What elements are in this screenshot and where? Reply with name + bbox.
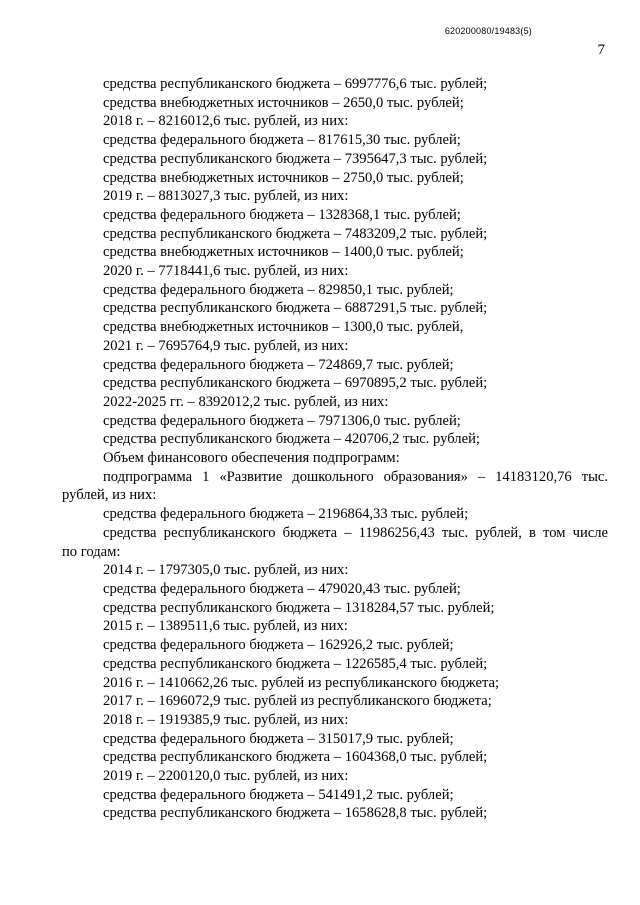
text-line: 2021 г. – 7695764,9 тыс. рублей, из них:: [103, 337, 349, 354]
text-line: 2017 г. – 1696072,9 тыс. рублей из республиканского бюджета;: [103, 693, 492, 710]
text-line: 2020 г. – 7718441,6 тыс. рублей, из них:: [103, 263, 349, 280]
text-line: средства республиканского бюджета – 6970895,2 тыс. рублей;: [103, 375, 488, 392]
text-line: средства внебюджетных источников – 2750,0 тыс. рублей;: [103, 169, 464, 186]
text-line: средства федерального бюджета – 541491,2 тыс. рублей;: [103, 786, 454, 803]
budget-breakdown-block: [62, 75, 608, 468]
text-line: 2014 г. – 1797305,0 тыс. рублей, из них:: [103, 562, 349, 579]
text-line: 2018 г. – 8216012,6 тыс. рублей, из них:: [103, 113, 349, 130]
text-line: средства федерального бюджета – 315017,9 тыс. рублей;: [103, 730, 454, 747]
text-line: средства республиканского бюджета – 6887291,5 тыс. рублей;: [103, 300, 488, 317]
text-line: средства федерального бюджета – 829850,1 тыс. рублей;: [103, 281, 454, 298]
text-line: средства федерального бюджета – 1328368,1 тыс. рублей;: [103, 206, 461, 223]
subprogram-1-line-continuation: рублей, из них:: [62, 487, 157, 504]
text-line: Объем финансового обеспечения подпрограмм:: [103, 450, 400, 467]
text-line: средства федерального бюджета – 162926,2 тыс. рублей;: [103, 637, 454, 654]
text-line: 2015 г. – 1389511,6 тыс. рублей, из них:: [103, 618, 348, 635]
subprogram-1-republican-continuation: по годам:: [62, 543, 121, 560]
text-line: средства внебюджетных источников – 1400,0 тыс. рублей;: [103, 244, 464, 261]
page-number: 7: [597, 42, 605, 58]
document-code: 620200080/19483(5): [444, 26, 532, 36]
subprogram-yearly-block: [62, 561, 608, 823]
subprogram-1-line: подпрограмма 1 «Развитие дошкольного образования» – 14183120,76 тыс.: [103, 468, 608, 485]
text-line: средства республиканского бюджета – 1318284,57 тыс. рублей;: [103, 599, 495, 616]
text-line: средства республиканского бюджета – 7483209,2 тыс. рублей;: [103, 225, 488, 242]
text-line: средства республиканского бюджета – 7395647,3 тыс. рублей;: [103, 150, 488, 167]
text-line: средства республиканского бюджета – 1604368,0 тыс. рублей;: [103, 749, 488, 766]
subprogram-1-federal-line: средства федерального бюджета – 2196864,33 тыс. рублей;: [103, 506, 469, 523]
text-line: средства федерального бюджета – 817615,30 тыс. рублей;: [103, 132, 461, 149]
text-line: средства республиканского бюджета – 6997776,6 тыс. рублей;: [103, 76, 488, 92]
text-line: средства внебюджетных источников – 1300,0 тыс. рублей,: [103, 319, 464, 336]
text-line: средства республиканского бюджета – 1658628,8 тыс. рублей;: [103, 805, 488, 822]
text-line: 2022-2025 гг. – 8392012,2 тыс. рублей, из них:: [103, 393, 389, 410]
text-line: 2019 г. – 2200120,0 тыс. рублей, из них:: [103, 768, 349, 785]
text-line: средства республиканского бюджета – 1226585,4 тыс. рублей;: [103, 655, 488, 672]
text-line: 2018 г. – 1919385,9 тыс. рублей, из них:: [103, 711, 349, 728]
text-line: средства федерального бюджета – 7971306,0 тыс. рублей;: [103, 412, 461, 429]
text-line: средства внебюджетных источников – 2650,0 тыс. рублей;: [103, 94, 464, 111]
text-line: 2019 г. – 8813027,3 тыс. рублей, из них:: [103, 188, 349, 205]
text-line: средства федерального бюджета – 479020,43 тыс. рублей;: [103, 580, 461, 597]
subprogram-1-republican-line: средства республиканского бюджета – 11986256,43 тыс. рублей, в том числе: [103, 524, 608, 541]
text-line: 2016 г. – 1410662,26 тыс. рублей из республиканского бюджета;: [103, 674, 500, 691]
text-line: средства республиканского бюджета – 420706,2 тыс. рублей;: [103, 431, 480, 448]
text-line: средства федерального бюджета – 724869,7 тыс. рублей;: [103, 356, 454, 373]
document-body: [62, 75, 608, 823]
